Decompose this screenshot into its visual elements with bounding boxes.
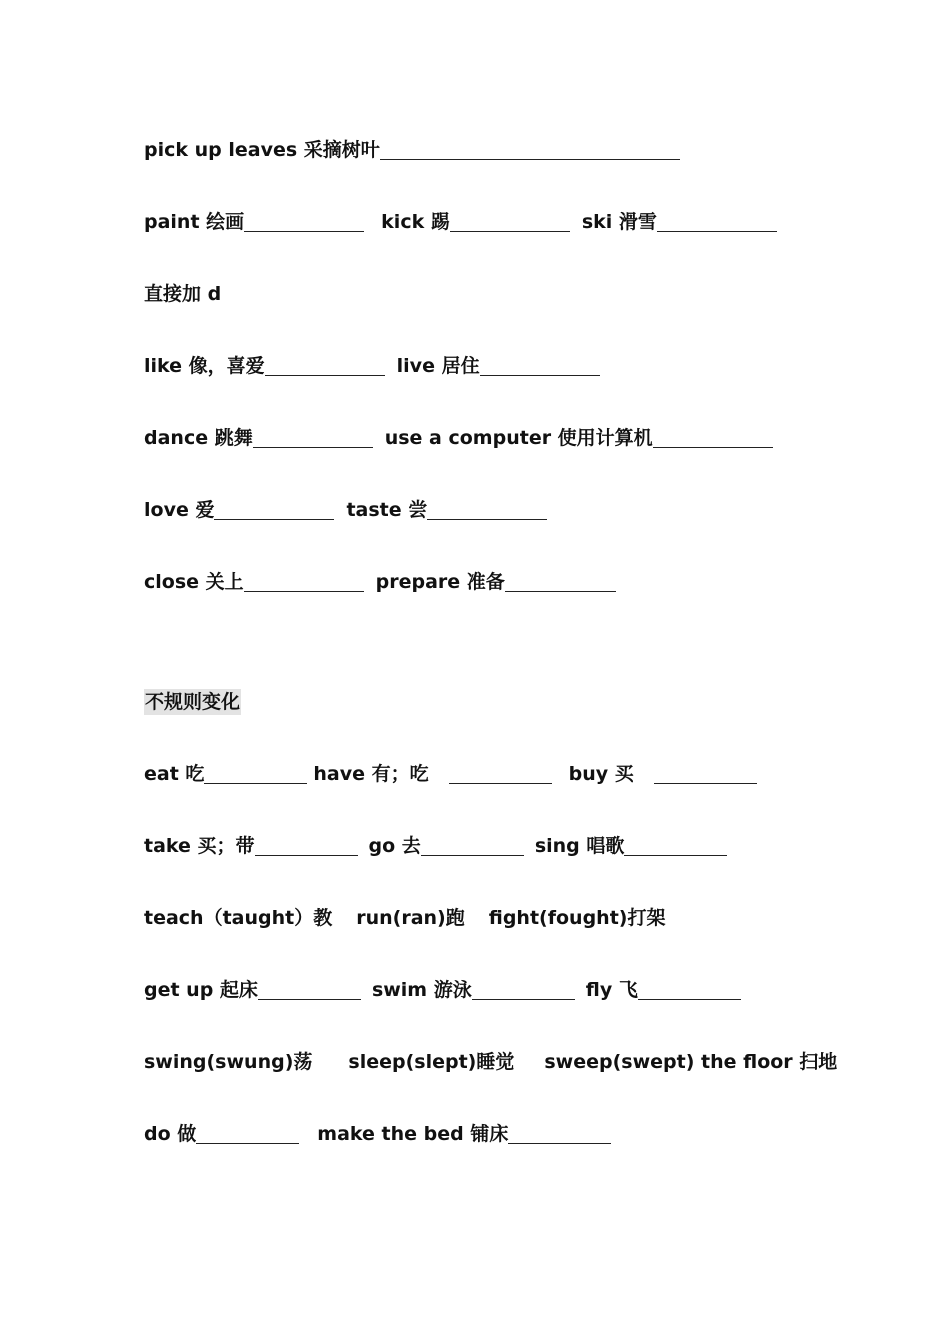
vocab-word: kick 踢 [381,211,450,233]
answer-blank[interactable] [508,1123,611,1144]
vocab-item [535,833,728,859]
answer-blank[interactable] [421,835,524,856]
vocab-line-9 [144,761,757,787]
vocab-item [144,761,307,787]
vocab-line-5 [144,425,773,451]
vocab-word: go 去 [368,835,421,857]
vocab-word: close 关上 [144,571,244,593]
vocab-item [369,833,524,859]
section-heading-regular [144,281,221,307]
vocab-word: use a computer 使用计算机 [384,427,653,449]
vocab-item [144,137,680,163]
answer-blank[interactable] [657,211,777,232]
vocab-word: eat 吃 [144,763,205,785]
answer-blank[interactable] [244,571,364,592]
vocab-line-12 [144,977,741,1003]
vocab-word: pick up leaves 采摘树叶 [144,139,380,161]
answer-blank[interactable] [255,835,358,856]
vocab-item [569,761,757,787]
section-heading-text: 不规则变化 [145,691,241,713]
vocab-word: swing(swung)荡 [144,1051,313,1073]
vocab-word: paint 绘画 [144,211,245,233]
vocab-word: fly 飞 [585,979,638,1001]
vocab-word: fight(fought)打架 [488,907,666,929]
vocab-item [586,977,741,1003]
vocab-item [376,569,616,595]
vocab-item [144,569,364,595]
answer-blank[interactable] [253,427,373,448]
vocab-item [313,761,551,787]
vocab-word: like 像，喜爱 [144,355,265,377]
vocab-word: make the bed 铺床 [317,1123,509,1145]
answer-blank[interactable] [244,211,364,232]
vocab-item [144,977,361,1003]
vocab-word: prepare 准备 [375,571,505,593]
vocab-item [381,209,570,235]
vocab-word: get up 起床 [144,979,258,1001]
vocab-word: do 做 [144,1123,197,1145]
vocab-item [346,497,547,523]
answer-blank[interactable] [472,979,575,1000]
answer-blank[interactable] [427,499,547,520]
vocab-line-14 [144,1121,611,1147]
vocab-item [385,425,773,451]
vocab-item [144,353,385,379]
vocab-item [144,209,364,235]
vocab-word: sweep(swept) the floor 扫地 [544,1051,838,1073]
answer-blank[interactable] [265,355,385,376]
vocab-item [397,353,600,379]
vocab-word: ski 滑雪 [581,211,657,233]
section-heading-irregular [144,689,241,715]
answer-blank[interactable] [505,571,616,592]
vocab-line-11 [144,905,665,931]
vocab-word: sing 唱歌 [534,835,625,857]
vocab-item [144,425,373,451]
vocab-line-10 [144,833,727,859]
vocab-item [144,1121,299,1147]
vocab-word: taste 尝 [346,499,428,521]
answer-blank[interactable] [214,499,334,520]
vocab-item [582,209,777,235]
vocab-word: live 居住 [396,355,480,377]
vocab-item [144,833,358,859]
answer-blank[interactable] [653,427,773,448]
vocab-word: sleep(slept)睡觉 [348,1051,515,1073]
answer-blank[interactable] [196,1123,299,1144]
vocab-word: swim 游泳 [371,979,472,1001]
answer-blank[interactable] [638,979,741,1000]
answer-blank[interactable] [480,355,600,376]
vocab-item [372,977,575,1003]
vocab-line-6 [144,497,547,523]
vocab-word: buy 买 [568,763,634,785]
vocab-line-1 [144,137,680,163]
vocab-line-4 [144,353,600,379]
section-heading-text: 直接加 d [144,283,222,305]
vocab-line-2 [144,209,777,235]
answer-blank[interactable] [624,835,727,856]
vocab-item [317,1121,611,1147]
vocab-word: dance 跳舞 [144,427,253,449]
vocab-word: love 爱 [144,499,215,521]
vocab-word: run(ran)跑 [356,907,465,929]
vocab-line-7 [144,569,616,595]
vocab-word: take 买；带 [144,835,255,857]
answer-blank[interactable] [449,763,552,784]
vocab-item [144,497,334,523]
answer-blank[interactable] [380,139,680,160]
answer-blank[interactable] [450,211,570,232]
answer-blank[interactable] [654,763,757,784]
answer-blank[interactable] [258,979,361,1000]
answer-blank[interactable] [204,763,307,784]
vocab-word: have 有；吃 [313,763,429,785]
vocab-word: teach（taught）教 [144,907,333,929]
vocab-line-13 [144,1049,837,1075]
